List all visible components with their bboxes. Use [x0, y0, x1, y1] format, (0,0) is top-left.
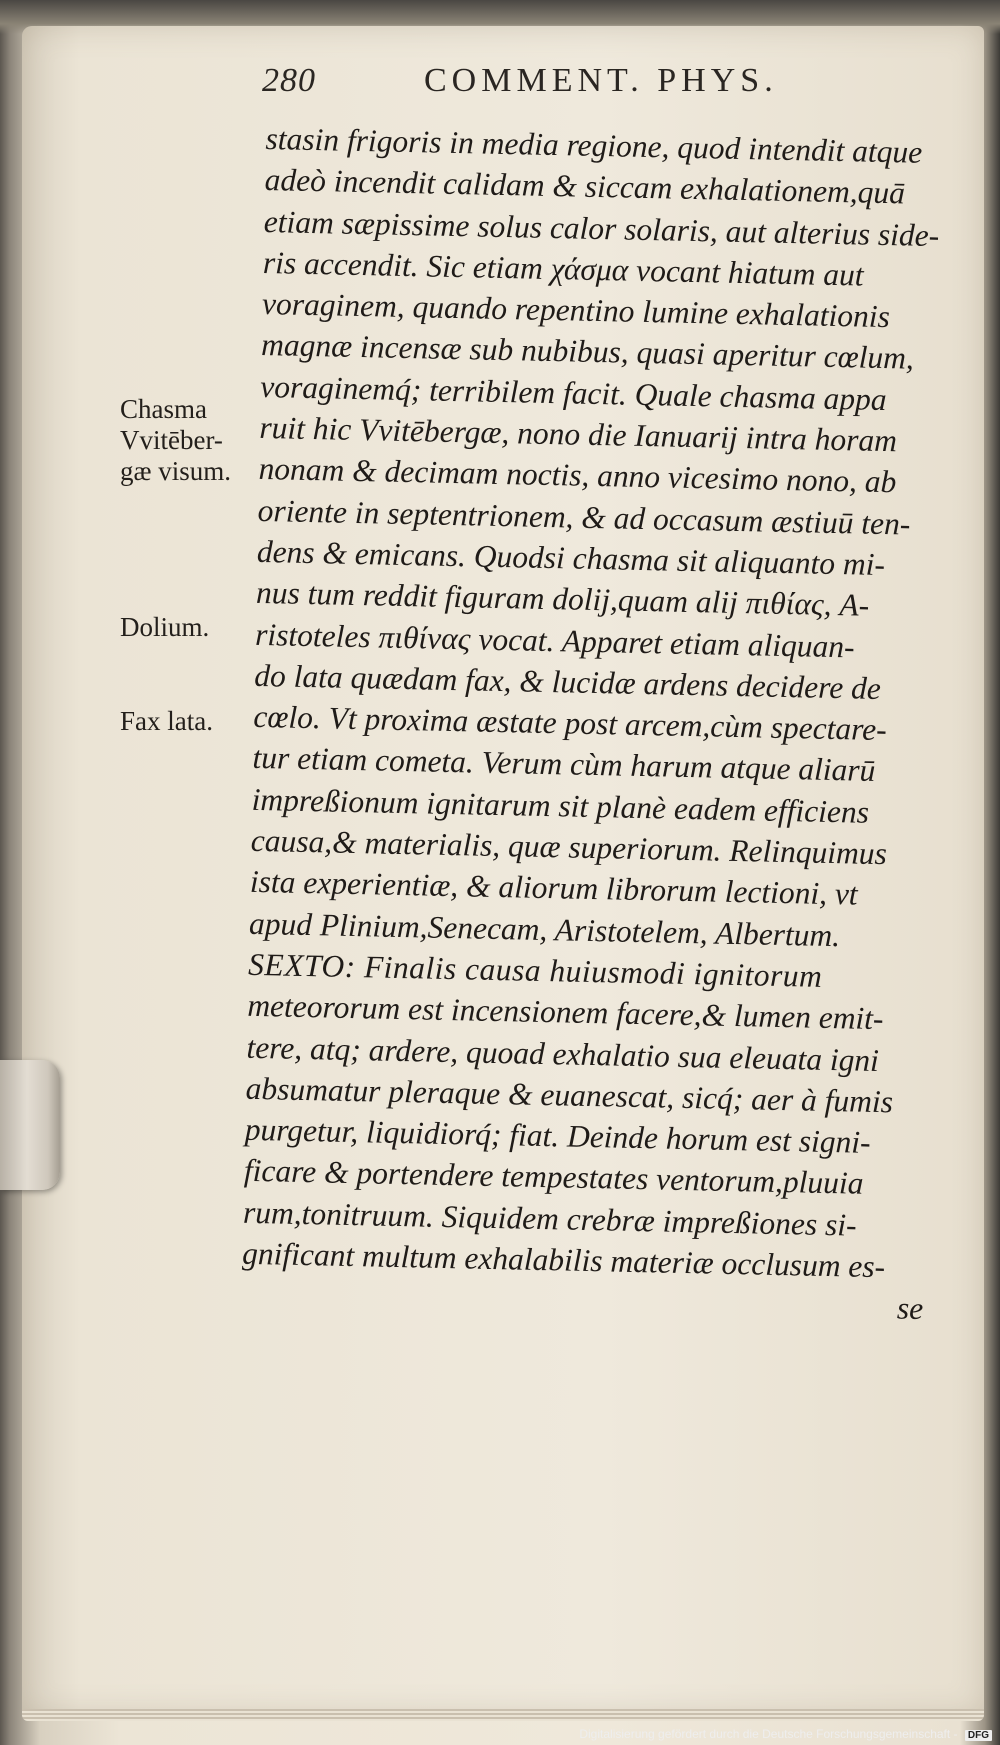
text-line: dens & emicans. Quodsi chasma sit aliquanto mi- — [256, 533, 886, 583]
running-header — [262, 62, 862, 112]
binding-clip — [0, 1060, 60, 1190]
text-line: oriente in septentrionem, & ad occasum æstiuū ten- — [257, 492, 911, 542]
text-line: impreßionum ignitarum sit planè eadem efficiens — [251, 781, 870, 830]
text-line: purgetur, liquidiorq́; fiat. Deinde horum est signi- — [244, 1111, 871, 1161]
marginal-note-fax-lata — [120, 706, 270, 737]
text-line: etiam sæpissime solus calor solaris, aut alterius side- — [263, 203, 940, 253]
text-line: adeò incendit calidam & siccam exhalationem,quā — [264, 162, 906, 211]
text-line: nus tum reddit figuram dolij,quam alij πιθίας, A- — [255, 575, 870, 624]
marginal-line: gæ visum. — [120, 456, 232, 486]
text-line: tere, atq; ardere, quoad exhalatio sua eleuata igni — [246, 1029, 880, 1078]
text-line: stasin frigoris in media regione, quod intendit atque — [265, 120, 923, 170]
text-line: meteororum est incensionem facere,& lumen emit- — [247, 988, 884, 1037]
text-line: rum,tonitruum. Siquidem crebræ impreßiones si- — [242, 1194, 857, 1243]
text-line: nonam & decimam noctis, anno vicesimo nono, ab — [258, 451, 897, 500]
dfg-logo: DFG — [965, 1730, 992, 1741]
text-line: apud Plinium,Senecam, Aristotelem, Albertum. — [248, 905, 841, 953]
text-line: cœlo. Vt proxima æstate post arcem,cùm spectare- — [253, 699, 888, 748]
text-line: voraginemq́; terribilem facit. Quale chasma appa — [260, 368, 888, 417]
text-line: tur etiam cometa. Verum cùm harum atque aliarū — [252, 740, 876, 789]
page-number: 280 — [262, 62, 316, 99]
text-line: absumatur pleraque & euanescat, sicq́; aer à fumis — [245, 1070, 894, 1120]
text-line: gnificant multum exhalabilis materiæ occlusum es- — [241, 1235, 886, 1285]
marginal-note-chasma — [120, 394, 270, 487]
running-title: COMMENT. PHYS. — [424, 62, 778, 99]
text-line: do lata quædam fax, & lucidæ ardens decidere de — [253, 657, 882, 706]
text-line: ficare & portendere tempestates ventorum,pluuia — [243, 1153, 864, 1202]
catchword: se — [896, 1290, 924, 1327]
marginal-line: Chasma — [120, 394, 207, 424]
marginal-line: Fax lata. — [120, 706, 213, 736]
credit-text: Digitalisierung gefördert durch die Deutsche Forschungsgemeinschaft - — [579, 1727, 958, 1741]
page-edges — [22, 1709, 984, 1721]
marginal-line: Vvitēber- — [120, 425, 223, 455]
marginal-note-dolium — [120, 612, 270, 643]
text-line: voraginem, quando repentino lumine exhalationis — [261, 286, 891, 335]
body-text — [241, 118, 966, 1330]
marginal-line: Dolium. — [120, 612, 210, 642]
text-line: SEXTO: Finalis causa huiusmodi ignitorum — [247, 946, 823, 994]
text-line: ista experientiæ, & aliorum librorum lectioni, vt — [249, 864, 859, 912]
text-line: magnæ incensæ sub nubibus, quasi aperitur cœlum, — [260, 327, 915, 377]
text-line: ris accendit. Sic etiam χάσμα vocant hiatum aut — [262, 244, 864, 293]
text-line: causa,& materialis, quæ superiorum. Relinquimus — [250, 822, 888, 872]
text-line: ruit hic Vvitēbergæ, nono die Ianuarij intra horam — [259, 410, 898, 459]
digitization-credit — [579, 1727, 992, 1741]
text-line: ristoteles πιθίνας vocat. Apparet etiam aliquan- — [254, 616, 855, 665]
